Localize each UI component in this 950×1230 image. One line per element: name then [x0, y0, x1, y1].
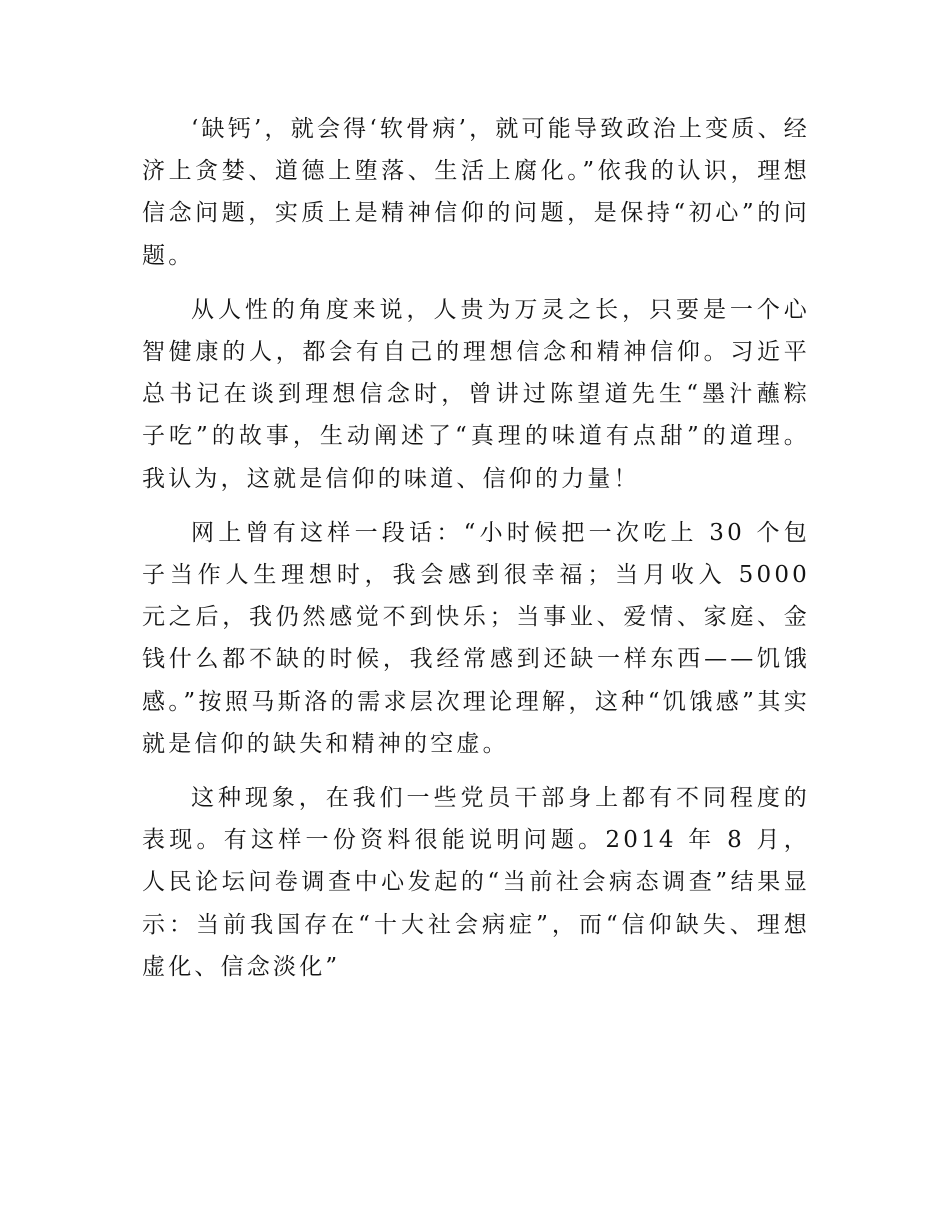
paragraph-2: 从人性的角度来说，人贵为万灵之长，只要是一个心智健康的人，都会有自己的理想信念和精神信仰。习近平总书记在谈到理想信念时，曾讲过陈望道先生“墨汁蘸粽子吃”的故事，生动阐述了“真理的味道有点甜”的道理。我认为，这就是信仰的味道、信仰的力量！ [142, 296, 810, 492]
paragraph-4: 这种现象，在我们一些党员干部身上都有不同程度的表现。有这样一份资料很能说明问题。2014 年 8 月，人民论坛问卷调查中心发起的“当前社会病态调查”结果显示：当前我国存在“十大社会病症”，而“信仰缺失、理想虚化、信念淡化” [142, 785, 810, 980]
paragraph-3: 网上曾有这样一段话：“小时候把一次吃上 30 个包子当作人生理想时，我会感到很幸福；当月收入 5000 元之后，我仍然感觉不到快乐；当事业、爱情、家庭、金钱什么都不缺的时候，我经常感到还缺一样东西——饥饿感。”按照马斯洛的需求层次理论理解，这种“饥饿感”其实就是信仰的缺失和精神的空虚。 [142, 519, 810, 757]
document-body [142, 108, 810, 1000]
paragraph-1: ‘缺钙’，就会得‘软骨病’，就可能导致政治上变质、经济上贪婪、道德上堕落、生活上腐化。”依我的认识，理想信念问题，实质上是精神信仰的问题，是保持“初心”的问题。 [142, 116, 810, 269]
